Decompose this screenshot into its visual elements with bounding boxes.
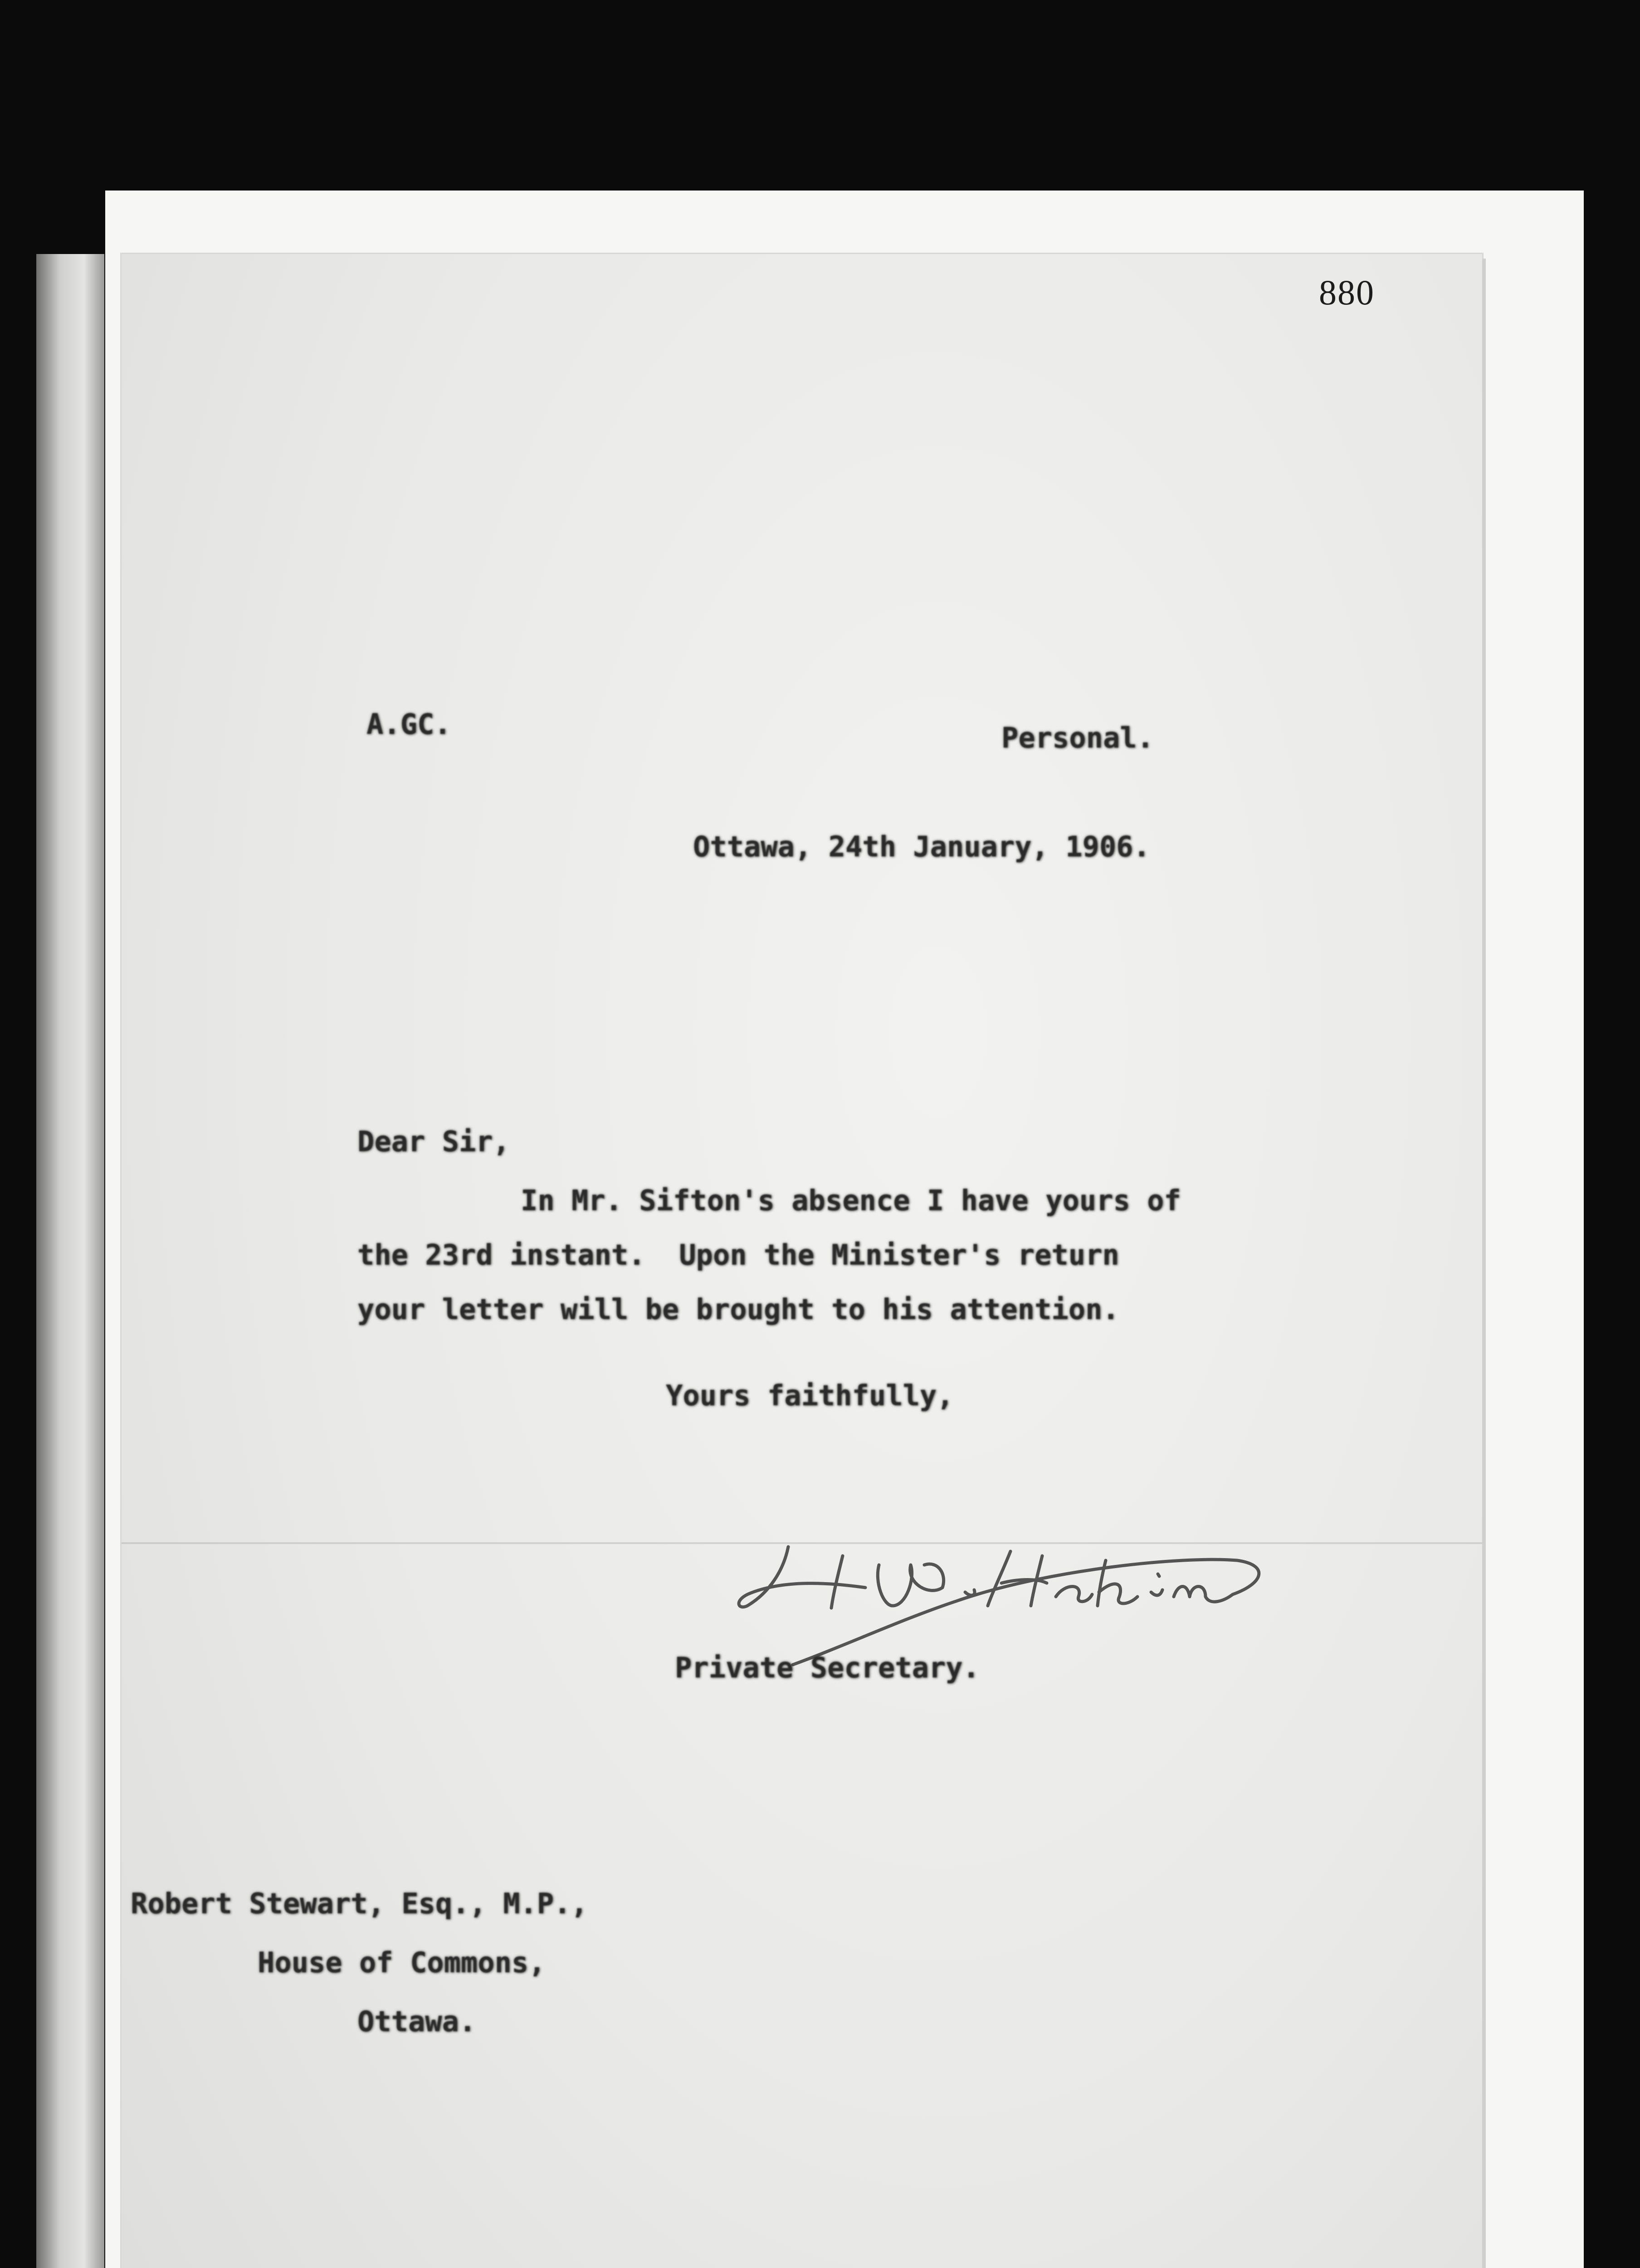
binding-spine — [36, 254, 104, 2268]
letter-place-date: Ottawa, 24th January, 1906. — [693, 830, 1150, 863]
addressee-line: Ottawa. — [357, 2005, 476, 2038]
archive-page-number: 880 — [1319, 273, 1375, 312]
addressee-line: House of Commons, — [258, 1946, 546, 1979]
addressee-line: Robert Stewart, Esq., M.P., — [131, 1887, 588, 1920]
letter-body-line: In Mr. Sifton's absence I have yours of — [521, 1184, 1181, 1217]
letter-salutation: Dear Sir, — [357, 1125, 510, 1158]
letter-marking: Personal. — [1001, 721, 1154, 754]
letter-sheet — [122, 254, 1482, 2268]
letter-body-line: the 23rd instant. Upon the Minister's return — [357, 1238, 1119, 1271]
letter-reference: A.GC. — [366, 708, 451, 741]
letter-body-line: your letter will be brought to his attention. — [357, 1293, 1119, 1326]
signatory-title: Private Secretary. — [675, 1651, 980, 1684]
letter-closing: Yours faithfully, — [666, 1379, 954, 1412]
